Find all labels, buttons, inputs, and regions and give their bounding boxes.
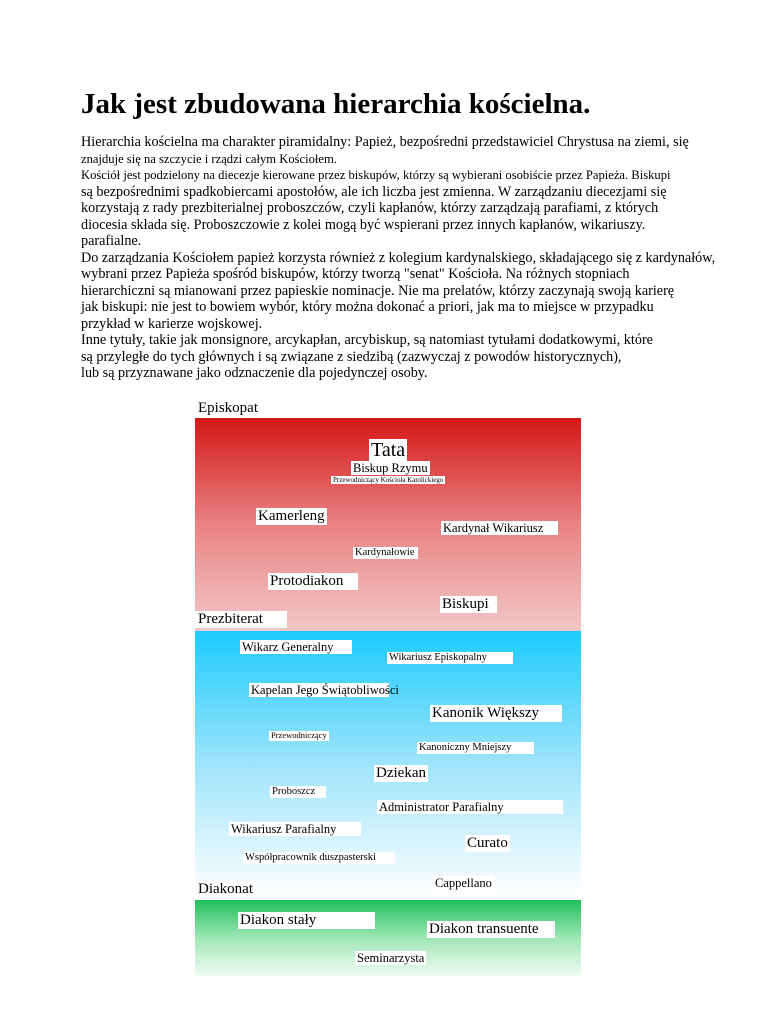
page-title: Jak jest zbudowana hierarchia kościelna. [81,88,591,120]
paragraph-line: diocesia składa się. Proboszczowie z kolei mogą być wspierani przez innych kapłanów, wikariuszy. [81,216,646,233]
label-kapelan: Kapelan Jego Świątobliwości [251,683,399,697]
label-przewodniczacy: Przewodniczący [271,730,327,740]
paragraph-line: hierarchiczni są mianowani przez papieskie nominacje. Nie ma prelatów, którzy zaczynają swoją karierę [81,282,675,299]
label-cappellano: Cappellano [435,876,492,890]
label-wikariusz-episkopalny: Wikariusz Episkopalny [387,652,513,664]
label-biskupi: Biskupi [440,596,497,613]
paragraph-line: są bezpośrednimi spadkobiercami apostołów, ale ich liczba jest zmienna. W zarządzaniu diecezjami się [81,183,667,200]
section-label-prezbiterat: Prezbiterat [195,611,287,628]
label-kamerleng: Kamerleng [258,508,325,524]
paragraph-line: przykład w karierze wojskowej. [81,315,263,332]
section-label-episkopat: Episkopat [195,400,261,417]
label-wikarz-generalny: Wikarz Generalny [240,640,352,654]
paragraph-line: wybrani przez Papieża spośród biskupów, którzy tworzą "senat" Kościoła. Na różnych stopniach [81,266,630,282]
paragraph-line: korzystają z rady prezbiterialnej proboszczów, czyli kapłanów, którzy zarządzają parafiami, z których [81,200,659,216]
label-kardynal-wikariusz: Kardynał Wikariusz [441,521,558,535]
label-protodiakon: Protodiakon [268,573,358,590]
label-kanoniczny-mniejszy: Kanoniczny Mniejszy [417,742,534,754]
paragraph-line: znajduje się na szczycie i rządzi całym Kościołem. [81,151,337,166]
paragraph-line: lub są przyznawane jako odznaczenie dla pojedynczej osoby. [81,365,428,381]
label-tata: Tata [371,439,406,461]
label-dziekan: Dziekan [376,765,426,781]
label-kardynalowie: Kardynałowie [353,547,418,559]
label-przewodniczacy-kosciola: Przewodniczący Kościoła Katolickiego [333,476,444,484]
label-proboszcz: Proboszcz [270,786,326,798]
section-label-diakonat: Diakonat [195,881,256,898]
paragraph-line: parafialne. [81,233,142,249]
label-kanonik-wiekszy: Kanonik Większy [430,705,562,722]
paragraph-line: jak biskupi: nie jest to bowiem wybór, który można dokonać a priori, jak ma to miejsce w przypadku [81,299,654,315]
label-wspolpracownik: Współpracownik duszpasterski [243,852,395,864]
body-paragraph [81,134,749,382]
label-diakon-staly: Diakon stały [238,912,375,929]
label-curato: Curato [467,835,508,851]
label-wikariusz-parafialny: Wikariusz Parafialny [229,822,361,836]
label-biskup-rzymu: Biskup Rzymu [353,461,428,475]
label-diakon-transuente: Diakon transuente [427,921,555,938]
paragraph-line: Inne tytuły, takie jak monsignore, arcykapłan, arcybiskup, są natomiast tytułami dodatkowymi, które [81,332,653,348]
paragraph-line: Kościół jest podzielony na diecezje kierowane przez biskupów, którzy są wybierani osobiście przez Papieża. Biskupi [81,168,671,182]
paragraph-line: Hierarchia kościelna ma charakter piramidalny: Papież, bezpośredni przedstawiciel Chrystusa na ziemi, się [81,134,689,150]
label-seminarzysta: Seminarzysta [357,951,425,965]
paragraph-line: Do zarządzania Kościołem papież korzysta również z kolegium kardynalskiego, składającego się z kardynałów, [81,249,716,266]
label-administrator-parafialny: Administrator Parafialny [377,800,563,814]
paragraph-line: są przyległe do tych głównych i są związane z siedzibą (zazwyczaj z powodów historycznych), [81,348,622,365]
